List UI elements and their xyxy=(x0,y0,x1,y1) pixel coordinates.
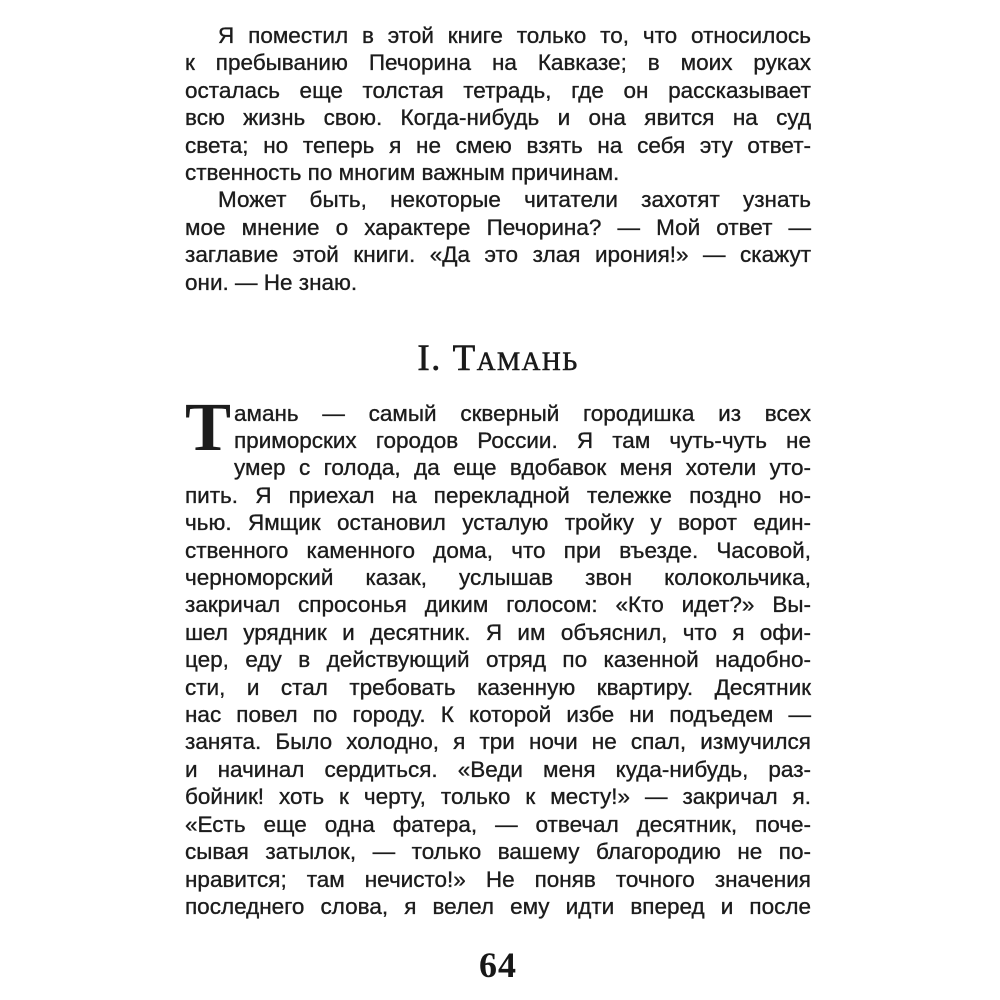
text-line: черноморский казак, услышав звон колокольчика, xyxy=(185,565,811,591)
text-line: и начинал сердиться. «Веди меня куда-нибудь, раз- xyxy=(185,756,811,782)
text-line: Я поместил в этой книге только то, что относилось xyxy=(218,23,811,48)
text-line: нравится; там нечисто!» Не поняв точного значения xyxy=(185,866,811,892)
text-line: закричал спросонья диким голосом: «Кто идет?» Вы- xyxy=(185,592,811,618)
text-line: умер с голода, да еще вдобавок меня хотели уто- xyxy=(234,455,811,481)
text-line: чью. Ямщик остановил усталую тройку у ворот един- xyxy=(185,510,811,536)
intro-paragraph xyxy=(185,186,811,296)
text-line: цер, еду в действующий отряд по казенной надобно- xyxy=(185,647,811,673)
text-line: пить. Я приехал на перекладной тележке поздно но- xyxy=(185,482,811,508)
text-line: к пребыванию Печорина на Кавказе; в моих руках xyxy=(185,50,811,76)
text-line: последнего слова, я велел ему идти вперед и после xyxy=(185,893,811,919)
text-line: бойник! хоть к черту, только к месту!» — закричал я. xyxy=(185,784,811,810)
text-line: амань — самый скверный городишка из всех xyxy=(234,400,811,426)
chapter-heading: I. Тамань xyxy=(417,338,579,380)
drop-cap-letter: Т xyxy=(185,388,232,465)
text-line: света; но теперь я не смею взять на себя эту ответ- xyxy=(185,132,811,158)
text-block xyxy=(185,22,811,920)
text-line: занята. Было холодно, я три ночи не спал, измучился xyxy=(185,729,811,755)
text-line: нас повел по городу. К которой избе ни подъедем — xyxy=(185,702,811,728)
text-line: они. — Не знаю. xyxy=(185,269,358,295)
intro-paragraph xyxy=(185,22,811,186)
text-line: сти, и стал требовать казенную квартиру. Десятник xyxy=(185,674,811,700)
chapter-paragraph xyxy=(185,388,811,921)
text-line: всю жизнь свою. Когда-нибудь и она явится на суд xyxy=(185,105,811,131)
intro-section xyxy=(185,22,811,296)
text-line: ственного каменного дома, что при въезде. Часовой, xyxy=(185,537,811,563)
text-line: сывая затылок, — только вашему благородию не по- xyxy=(185,839,811,865)
text-line: заглавие этой книги. «Да это злая ирония!» — скажут xyxy=(185,242,811,268)
text-line: шел урядник и десятник. Я им объяснил, что я офи- xyxy=(185,619,811,645)
text-line: Может быть, некоторые читатели захотят узнать xyxy=(218,187,811,213)
text-line: приморских городов России. Я там чуть-чуть не xyxy=(234,428,811,454)
text-line: ственность по многим важным причинам. xyxy=(185,160,620,186)
text-line: мое мнение о характере Печорина? — Мой ответ — xyxy=(185,214,811,240)
text-line: «Есть еще одна фатера, — отвечал десятник, поче- xyxy=(185,811,811,837)
text-line: осталась еще толстая тетрадь, где он рассказывает xyxy=(185,77,811,103)
page-number: 64 xyxy=(479,945,517,985)
